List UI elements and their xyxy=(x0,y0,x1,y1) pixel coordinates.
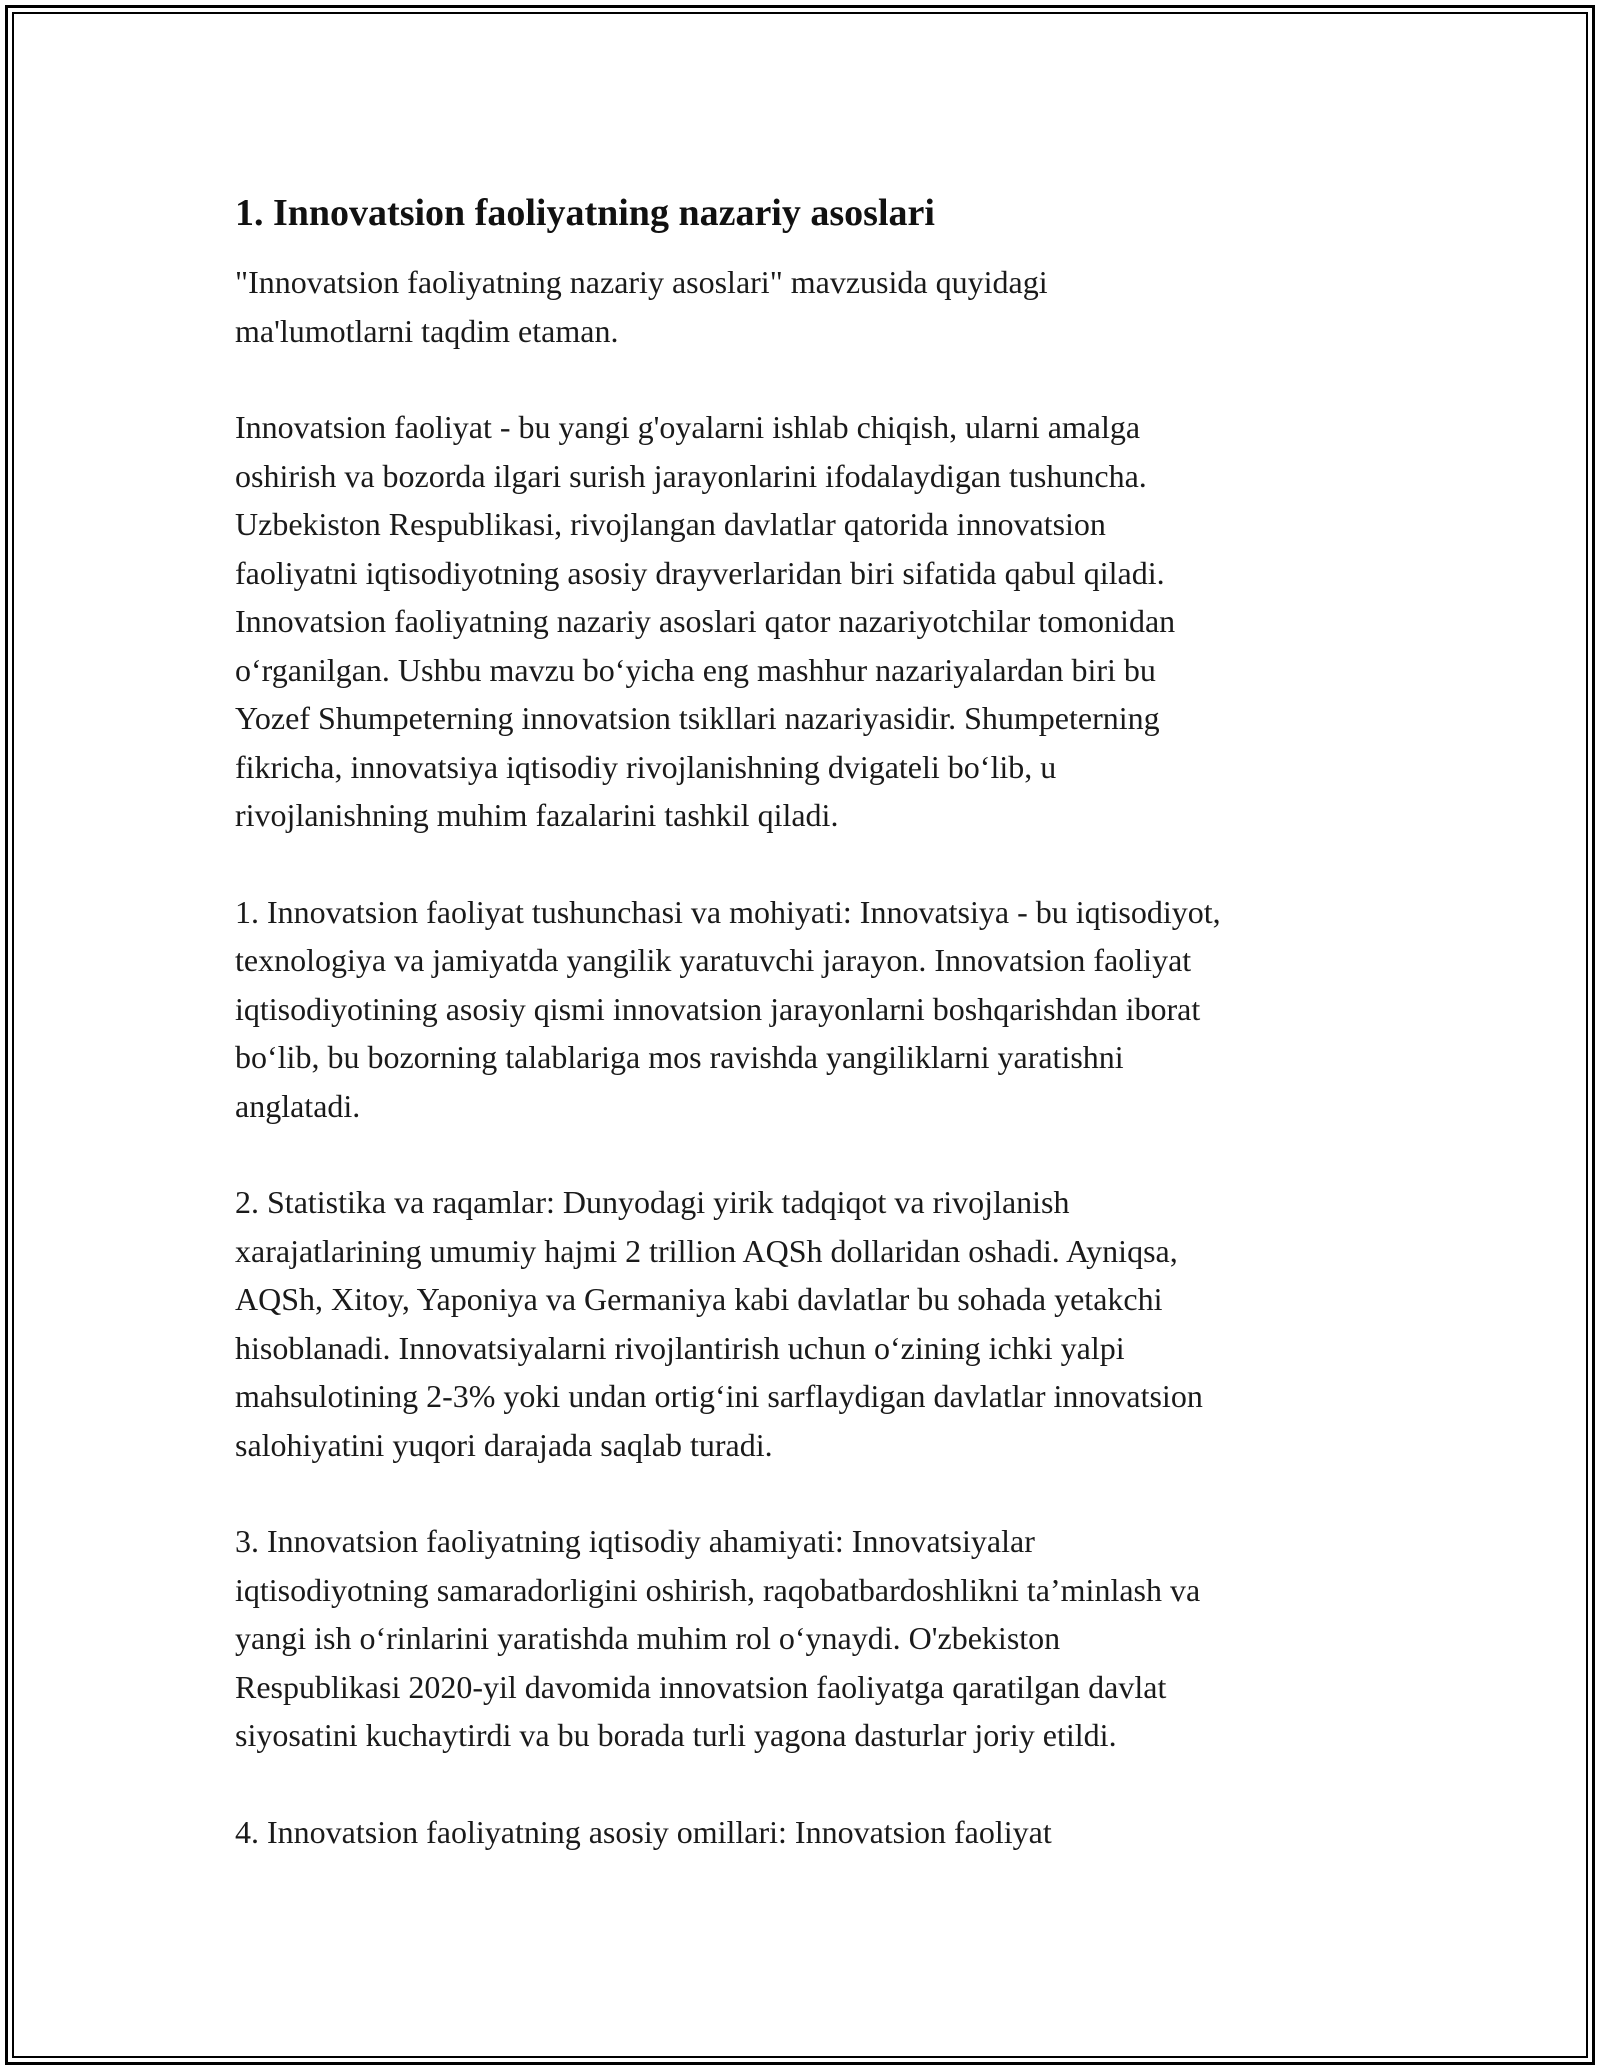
paragraph-definition: Innovatsion faoliyat - bu yangi g'oyalarni ishlab chiqish, ularni amalga oshirish va bozorda ilgari surish jarayonlarini ifodalaydigan tushuncha. Uzbekiston Respublikasi, rivojlangan davlatlar qatorida innovatsion faoliyatni iqtisodiyotning asosiy drayverlaridan biri sifatida qabul qiladi. Innovatsion faoliyatning nazariy asoslari qator nazariyotchilar tomonidan o‘rganilgan. Ushbu mavzu bo‘yicha eng mashhur nazariyalardan biri bu Yozef Shumpeterning innovatsion tsikllari nazariyasidir. Shumpeterning fikricha, innovatsiya iqtisodiy rivojlanishning dvigateli bo‘lib, u rivojlanishning muhim fazalarini tashkil qiladi. xyxy=(235,409,1176,833)
paragraph-point-1: 1. Innovatsion faoliyat tushunchasi va mohiyati: Innovatsiya - bu iqtisodiyot, texnologiya va jamiyatda yangilik yaratuvchi jarayon. Innovatsion faoliyat iqtisodiyotining asosiy qismi innovatsion jarayonlarni boshqarishdan iborat bo‘lib, bu bozorning talablariga mos ravishda yangiliklarni yaratishni anglatadi. xyxy=(235,893,1221,1124)
document-body xyxy=(235,188,1375,1904)
document-title: 1. Innovatsion faoliyatning nazariy asoslari xyxy=(235,192,935,234)
paragraph-intro: "Innovatsion faoliyatning nazariy asoslari" mavzusida quyidagi ma'lumotlarni taqdim etaman. xyxy=(235,264,1048,349)
paragraph-point-4: 4. Innovatsion faoliyatning asosiy omillari: Innovatsion faoliyat xyxy=(235,1813,1052,1850)
paragraph-point-3: 3. Innovatsion faoliyatning iqtisodiy ahamiyati: Innovatsiyalar iqtisodiyotning samaradorligini oshirish, raqobatbardoshlikni ta’minlash va yangi ish o‘rinlarini yaratishda muhim rol o‘ynaydi. O'zbekiston Respublikasi 2020-yil davomida innovatsion faoliyatga qaratilgan davlat siyosatini kuchaytirdi va bu borada turli yagona dasturlar joriy etildi. xyxy=(235,1523,1201,1753)
paragraph-point-2: 2. Statistika va raqamlar: Dunyodagi yirik tadqiqot va rivojlanish xarajatlarining umumiy hajmi 2 trillion AQSh dollaridan oshadi. Ayniqsa, AQSh, Xitoy, Yaponiya va Germaniya kabi davlatlar bu sohada yetakchi hisoblanadi. Innovatsiyalarni rivojlantirish uchun o‘zining ichki yalpi mahsulotining 2-3% yoki undan ortig‘ini sarflaydigan davlatlar innovatsion salohiyatini yuqori darajada saqlab turadi. xyxy=(235,1184,1203,1463)
